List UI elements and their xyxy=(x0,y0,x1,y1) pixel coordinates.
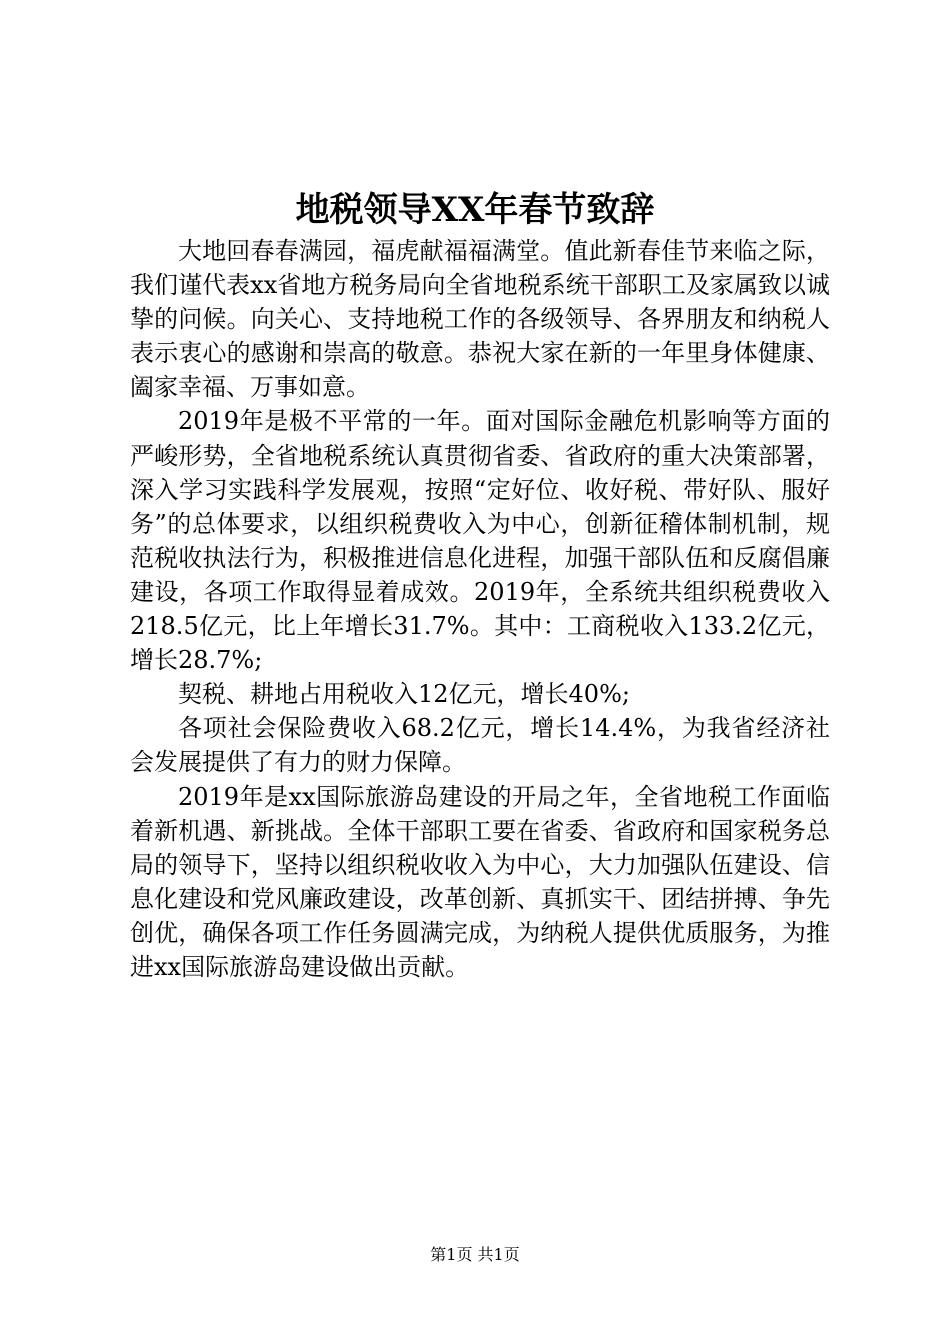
document-title: 地税领导XX年春节致辞 xyxy=(295,190,655,230)
paragraph-deed-tax: 契税、耕地占用税收入12亿元，增长40%; xyxy=(178,680,630,709)
page-number-footer: 第1页 共1页 xyxy=(430,1245,520,1264)
paragraph-greeting: 大地回春春满园，福虎献福福满堂。值此新春佳节来临之际，我们谨代表xx省地方税务局向全省地税系统干部职工及家属致以诚挚的问候。向关心、支持地税工作的各级领导、各界朋友和纳税人表示衷心的感谢和崇高的敬意。恭祝大家在新的一年里身体健康、阖家幸福、万事如意。 xyxy=(130,237,830,402)
paragraph-review: 2019年是极不平常的一年。面对国际金融危机影响等方面的严峻形势，全省地税系统认真贯彻省委、省政府的重大决策部署，深入学习实践科学发展观，按照“定好位、收好税、带好队、服好务”的总体要求，以组织税费收入为中心，创新征稽体制机制，规范税收执法行为，积极推进信息化进程，加强干部队伍和反腐倡廉建设，各项工作取得显着成效。2019年，全系统共组织税费收入218.5亿元，比上年增长31.7%。其中：工商税收入133.2亿元，增长28.7%; xyxy=(130,407,830,675)
document-body xyxy=(130,234,830,984)
paragraph-outlook: 2019年是xx国际旅游岛建设的开局之年，全省地税工作面临着新机遇、新挑战。全体干部职工要在省委、省政府和国家税务总局的领导下，坚持以组织税收收入为中心，大力加强队伍建设、信息化建设和党风廉政建设，改革创新、真抓实干、团结拼搏、争先创优，确保各项工作任务圆满完成，为纳税人提供优质服务，为推进xx国际旅游岛建设做出贡献。 xyxy=(130,782,830,981)
paragraph-social-insurance: 各项社会保险费收入68.2亿元，增长14.4%，为我省经济社会发展提供了有力的财力保障。 xyxy=(130,714,830,777)
